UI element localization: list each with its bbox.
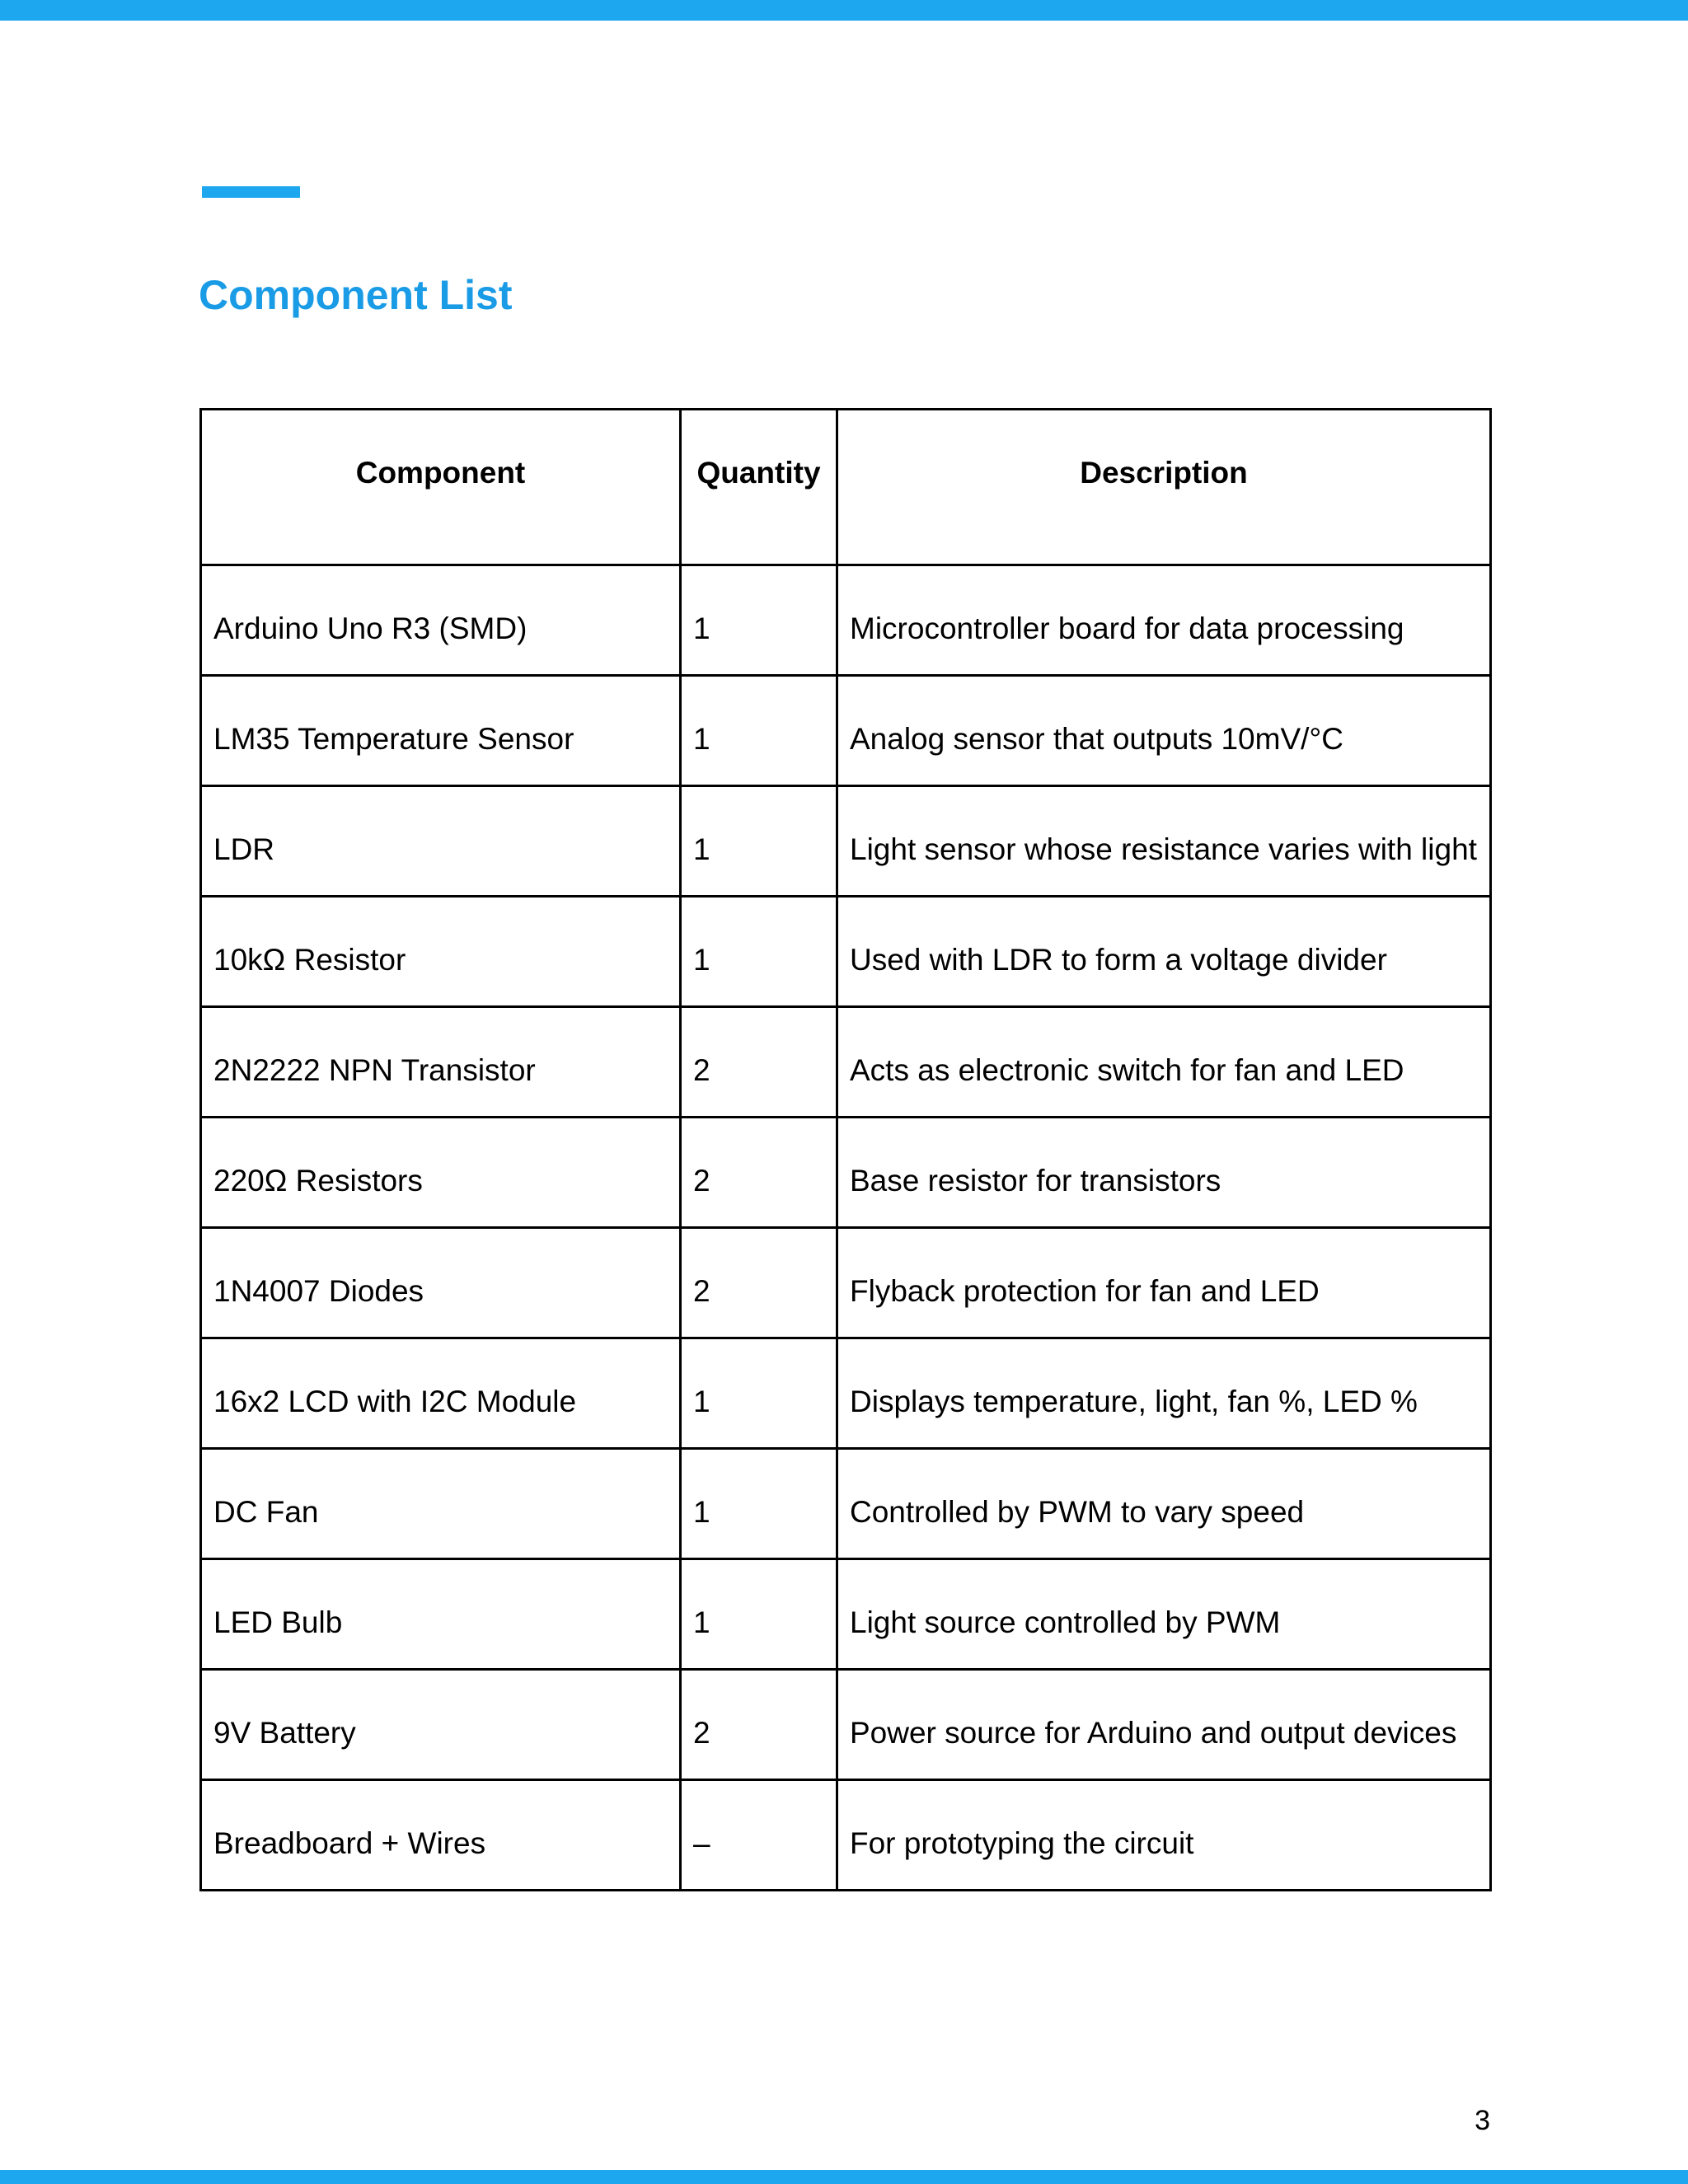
description-cell: Displays temperature, light, fan %, LED % xyxy=(837,1338,1491,1449)
component-cell: 16x2 LCD with I2C Module xyxy=(201,1338,681,1449)
description-cell: Power source for Arduino and output devices xyxy=(837,1670,1491,1780)
page-number: 3 xyxy=(1475,2105,1490,2136)
quantity-cell: 1 xyxy=(681,786,837,897)
description-cell: Base resistor for transistors xyxy=(837,1118,1491,1228)
quantity-cell: 1 xyxy=(681,565,837,676)
quantity-cell: 1 xyxy=(681,1559,837,1670)
component-cell: LDR xyxy=(201,786,681,897)
table-row xyxy=(201,1780,1491,1891)
quantity-cell: 2 xyxy=(681,1007,837,1118)
component-cell: Breadboard + Wires xyxy=(201,1780,681,1891)
component-cell: LED Bulb xyxy=(201,1559,681,1670)
component-cell: 10kΩ Resistor xyxy=(201,897,681,1007)
table-row xyxy=(201,1007,1491,1118)
quantity-cell: 1 xyxy=(681,1449,837,1559)
top-accent-bar xyxy=(0,0,1688,21)
table-row xyxy=(201,1670,1491,1780)
table-row xyxy=(201,1449,1491,1559)
column-header-component: Component xyxy=(201,410,681,565)
component-cell: DC Fan xyxy=(201,1449,681,1559)
component-cell: LM35 Temperature Sensor xyxy=(201,676,681,786)
description-cell: Analog sensor that outputs 10mV/°C xyxy=(837,676,1491,786)
table-row xyxy=(201,1228,1491,1338)
quantity-cell: 2 xyxy=(681,1118,837,1228)
heading-accent-dash xyxy=(202,186,300,198)
component-cell: Arduino Uno R3 (SMD) xyxy=(201,565,681,676)
quantity-cell: 1 xyxy=(681,676,837,786)
table-header-row xyxy=(201,410,1491,565)
component-cell: 2N2222 NPN Transistor xyxy=(201,1007,681,1118)
table-row xyxy=(201,1559,1491,1670)
description-cell: Microcontroller board for data processing xyxy=(837,565,1491,676)
table-row xyxy=(201,676,1491,786)
quantity-cell: 1 xyxy=(681,897,837,1007)
column-header-quantity: Quantity xyxy=(681,410,837,565)
description-cell: Flyback protection for fan and LED xyxy=(837,1228,1491,1338)
description-cell: For prototyping the circuit xyxy=(837,1780,1491,1891)
description-cell: Light source controlled by PWM xyxy=(837,1559,1491,1670)
description-cell: Acts as electronic switch for fan and LED xyxy=(837,1007,1491,1118)
component-cell: 1N4007 Diodes xyxy=(201,1228,681,1338)
quantity-cell: 2 xyxy=(681,1670,837,1780)
page-title: Component List xyxy=(199,272,513,318)
component-cell: 220Ω Resistors xyxy=(201,1118,681,1228)
column-header-description: Description xyxy=(837,410,1491,565)
component-table xyxy=(199,408,1492,1891)
table-row xyxy=(201,786,1491,897)
description-cell: Controlled by PWM to vary speed xyxy=(837,1449,1491,1559)
component-cell: 9V Battery xyxy=(201,1670,681,1780)
quantity-cell: – xyxy=(681,1780,837,1891)
table-row xyxy=(201,897,1491,1007)
table-row xyxy=(201,1338,1491,1449)
table-row xyxy=(201,565,1491,676)
quantity-cell: 1 xyxy=(681,1338,837,1449)
table-row xyxy=(201,1118,1491,1228)
bottom-accent-bar xyxy=(0,2170,1688,2184)
description-cell: Light sensor whose resistance varies with light xyxy=(837,786,1491,897)
description-cell: Used with LDR to form a voltage divider xyxy=(837,897,1491,1007)
quantity-cell: 2 xyxy=(681,1228,837,1338)
